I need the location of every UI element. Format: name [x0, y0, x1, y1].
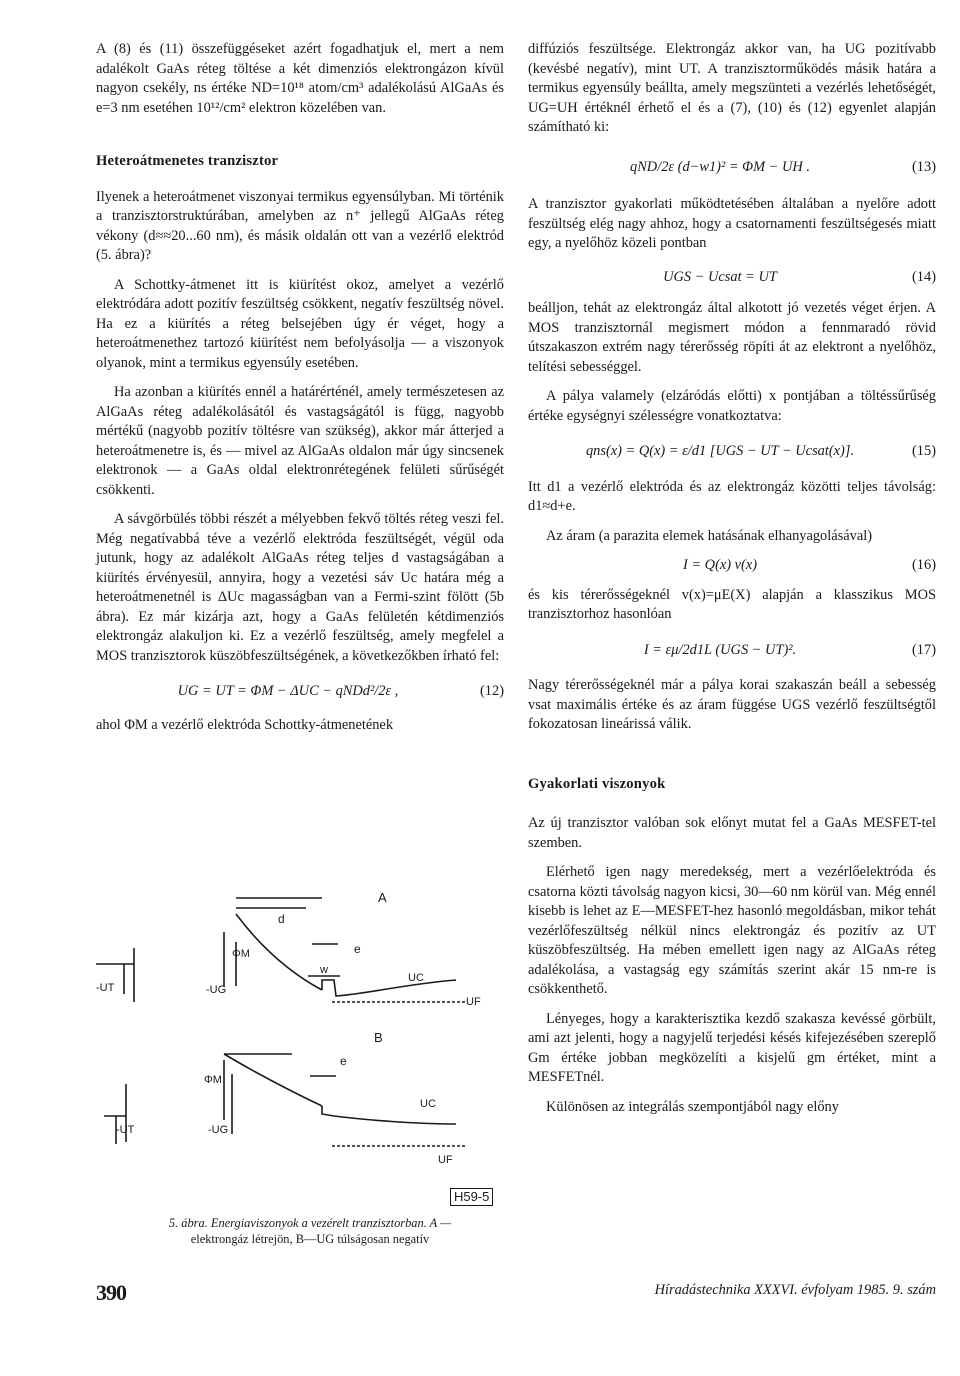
equation-number: (15): [912, 443, 936, 459]
label-b: B: [374, 1030, 383, 1045]
paragraph: ahol ΦM a vezérlő elektróda Schottky-átmenetének: [96, 716, 394, 733]
paragraph: Az áram (a parazita elemek hatásának elhanyagolásával): [546, 527, 873, 544]
equation-number: (14): [912, 268, 936, 285]
label-uc: UC: [420, 1098, 436, 1110]
label-w: w: [320, 964, 328, 976]
equation-number: (13): [912, 158, 936, 175]
equation-13: [528, 158, 936, 178]
paragraph: Nagy térerősségeknél már a pálya korai szakaszán beáll a sebesség vsat maximális értéke és az áram függése UGS vezérlő feszültségtől fokozatosan lineárissá válik.: [528, 677, 936, 732]
equation-number: (16): [912, 557, 936, 573]
section-heading: Gyakorlati viszonyok: [528, 775, 666, 792]
figure-caption: [114, 1216, 506, 1247]
paragraph: Ilyenek a heteroátmenet viszonyai termikus egyensúlyban. Mi történik a tranzisztorstruktúrában, amelyben az n⁺ jellegű AlGaAs réteg vékony (d≈≈20...60 nm), és másik oldalán ott van a vezérlő elektród (5. ábra)?: [96, 188, 504, 263]
equation-body: qns(x) = Q(x) = ε/d1 [UGS − UT − Ucsat(x)].: [585, 443, 855, 459]
paragraph: és kis térerősségeknél v(x)=μE(X) alapján a klasszikus MOS tranzisztorhoz hasonlóan: [528, 586, 936, 622]
paragraph: diffúziós feszültsége. Elektrongáz akkor van, ha UG pozitívabb (kevésbé negatív), mint UT. A tranzisztorműködés másik határa a termikus egyensúly beállta, amely megszünteti a vezérlés lehetőségét, UG=UH értéknél érhető el és a (7), (10) és (12) egyenlet alapján számítható ki:: [528, 41, 936, 135]
equation-14: [528, 268, 936, 288]
equation-body: I = Q(x) v(x): [682, 557, 758, 573]
label-d: d: [278, 912, 285, 926]
section-heading: Heteroátmenetes tranzisztor: [96, 153, 279, 169]
journal-footer: Híradástechnika XXXVI. évfolyam 1985. 9. szám: [654, 1282, 936, 1298]
paragraph: A sávgörbülés többi részét a mélyebben fekvő töltés réteg veszi fel. Még negatívabbá téve a vezérlő elektróda feszültségét, végül oda jutunk, hogy az adalékolt AlGaAs réteg teljes d vastagságában a kiürítés érvényesül, annyira, hogy a vezetési sáv Uc határa még a heteroátmenetnél is ΔUc magasságban van a Fermi-szint fölött (5b ábra). Ez már kizárja azt, hogy a GaAs felületén kétdimenziós elektrongáz alakuljon ki. Ez a vezérlő feszültség, amely megfelel a MOS tranzisztorok küszöbfeszültségének, a következőkben írható fel:: [96, 511, 504, 664]
figure-code: H59-5: [450, 1188, 493, 1206]
equation-body: qND/2ε (d−w1)² = ΦM − UH .: [630, 158, 810, 175]
label-uf: UF: [438, 1154, 453, 1166]
caption-line: 5. ábra. Energiaviszonyok a vezérelt tranzisztorban. A —: [168, 1216, 452, 1230]
caption-line: elektrongáz létrejön, B—UG túlságosan negatív: [190, 1231, 430, 1246]
paragraph: A (8) és (11) összefüggéseket azért fogadhatjuk el, mert a nem adalékolt GaAs réteg töltése a két dimenziós elektrongázon kívül nagyon csekély, ns értéke ND=10¹⁸ atom/cm³ adalékolású AlGaAs és e=3 nm esetéhen 10¹²/cm² elektron közelében van.: [96, 41, 504, 116]
equation-16: [528, 556, 936, 576]
label-a: A: [378, 890, 387, 905]
equation-body: I = εμ/2d1L (UGS − UT)².: [643, 641, 797, 658]
paragraph: Különösen az integrálás szempontjából nagy előny: [546, 1098, 839, 1115]
paragraph: A pálya valamely (elzáródás előtti) x pontjában a töltéssűrűség értéke egységnyi szélességre vonatkoztatva:: [528, 388, 936, 424]
equation-17: [528, 641, 936, 661]
paragraph: Lényeges, hogy a karakterisztika kezdő szakasza kevéssé görbült, ami azt jelenti, hogy a nagyjelű terjedési késés kifejezésében szereplő Gm értéke jobban megközelíti a kisjelű gm értéket, mint a MESFETnél.: [528, 1010, 936, 1085]
label-ut: -UT: [96, 982, 115, 994]
label-phim: ΦM: [204, 1074, 222, 1086]
paragraph: Elérhető igen nagy meredekség, mert a vezérlőelektróda és csatorna közti távolság nagyon kicsi, 30—60 nm körül van. Még ennél kisebb is lehet az E—MESFET-hez hasonló megoldásban, mikor tehát vezérlőfeszültség nélkül nincs elektrongáz és pozitív az UT küszöbfeszültség. Ha mében emellett igen nagy az AlGaAs réteg adalékolása, a vastagság egy számítás szerint akár 15 nm-re is csökkenthető.: [528, 864, 936, 997]
equation-15: [528, 442, 936, 462]
equation-body: UGS − Ucsat = UT: [663, 268, 777, 285]
label-e: e: [340, 1054, 347, 1068]
paragraph: A tranzisztor gyakorlati működtetésében általában a nyelőre adott feszültség elég nagy ahhoz, hogy a csatornamenti feszültségesés miatt egy, a nyelőhöz közeli pontban: [528, 196, 936, 251]
paragraph: beálljon, tehát az elektrongáz által alkotott jó vezetés véget érjen. A MOS tranzisztornál megismert módon a fennmaradó rövid útszakaszon extrém nagy térerősség röpíti át az elektront a nyelőhöz, telítési sebességgel.: [528, 300, 936, 375]
label-uc: UC: [408, 972, 424, 984]
label-ug: -UG: [208, 1124, 229, 1136]
right-column: [528, 40, 936, 1117]
label-ug: -UG: [206, 984, 227, 996]
label-e: e: [354, 942, 361, 956]
page-number: 390: [96, 1280, 126, 1305]
left-column: [96, 40, 504, 735]
conduction-band-a: [322, 980, 456, 996]
energy-diagram-figure: [96, 884, 506, 1214]
paragraph: Ha azonban a kiürítés ennél a határérténél, amely természetesen az AlGaAs réteg adalékolásától és vastagságától is függ, nagyobb mértékű (nagyobb pozitív töltésre van szükség), akkor már átterjed a heteroátmenetre is, és — mivel az AlGaAs oldalon már úgy sincsenek elektronok — a GaAs oldal elektronrétegének felületi sűrűségét csökkenti.: [96, 384, 504, 498]
paragraph: Az új tranzisztor valóban sok előnyt mutat fel a GaAs MESFET-tel szemben.: [528, 815, 936, 851]
paragraph: A Schottky-átmenet itt is kiürítést okoz, amelyet a vezérlő elektródára adott pozitív feszültség csökkent, negatív feszültség növel. Ha ez a kiürítés a réteg belsejében úgy ér véget, hogy a heteroátmenethez tartozó kiürítést nem befolyásolja — a viszonyok olyanok, mint a termikus egyensúly esetében.: [96, 276, 504, 371]
equation-12: [96, 682, 504, 702]
equation-number: (12): [480, 683, 504, 699]
paragraph: Itt d1 a vezérlő elektróda és az elektrongáz közötti teljes távolság: d1≈d+e.: [528, 478, 936, 514]
equation-body: UG = UT = ΦM − ΔUC − qNDd²/2ε ,: [177, 683, 399, 699]
barrier-curve-b: [224, 1054, 322, 1106]
label-uf: UF: [466, 996, 481, 1008]
label-ut: -UT: [116, 1124, 135, 1136]
equation-number: (17): [912, 641, 936, 658]
label-phim: ΦM: [232, 948, 250, 960]
